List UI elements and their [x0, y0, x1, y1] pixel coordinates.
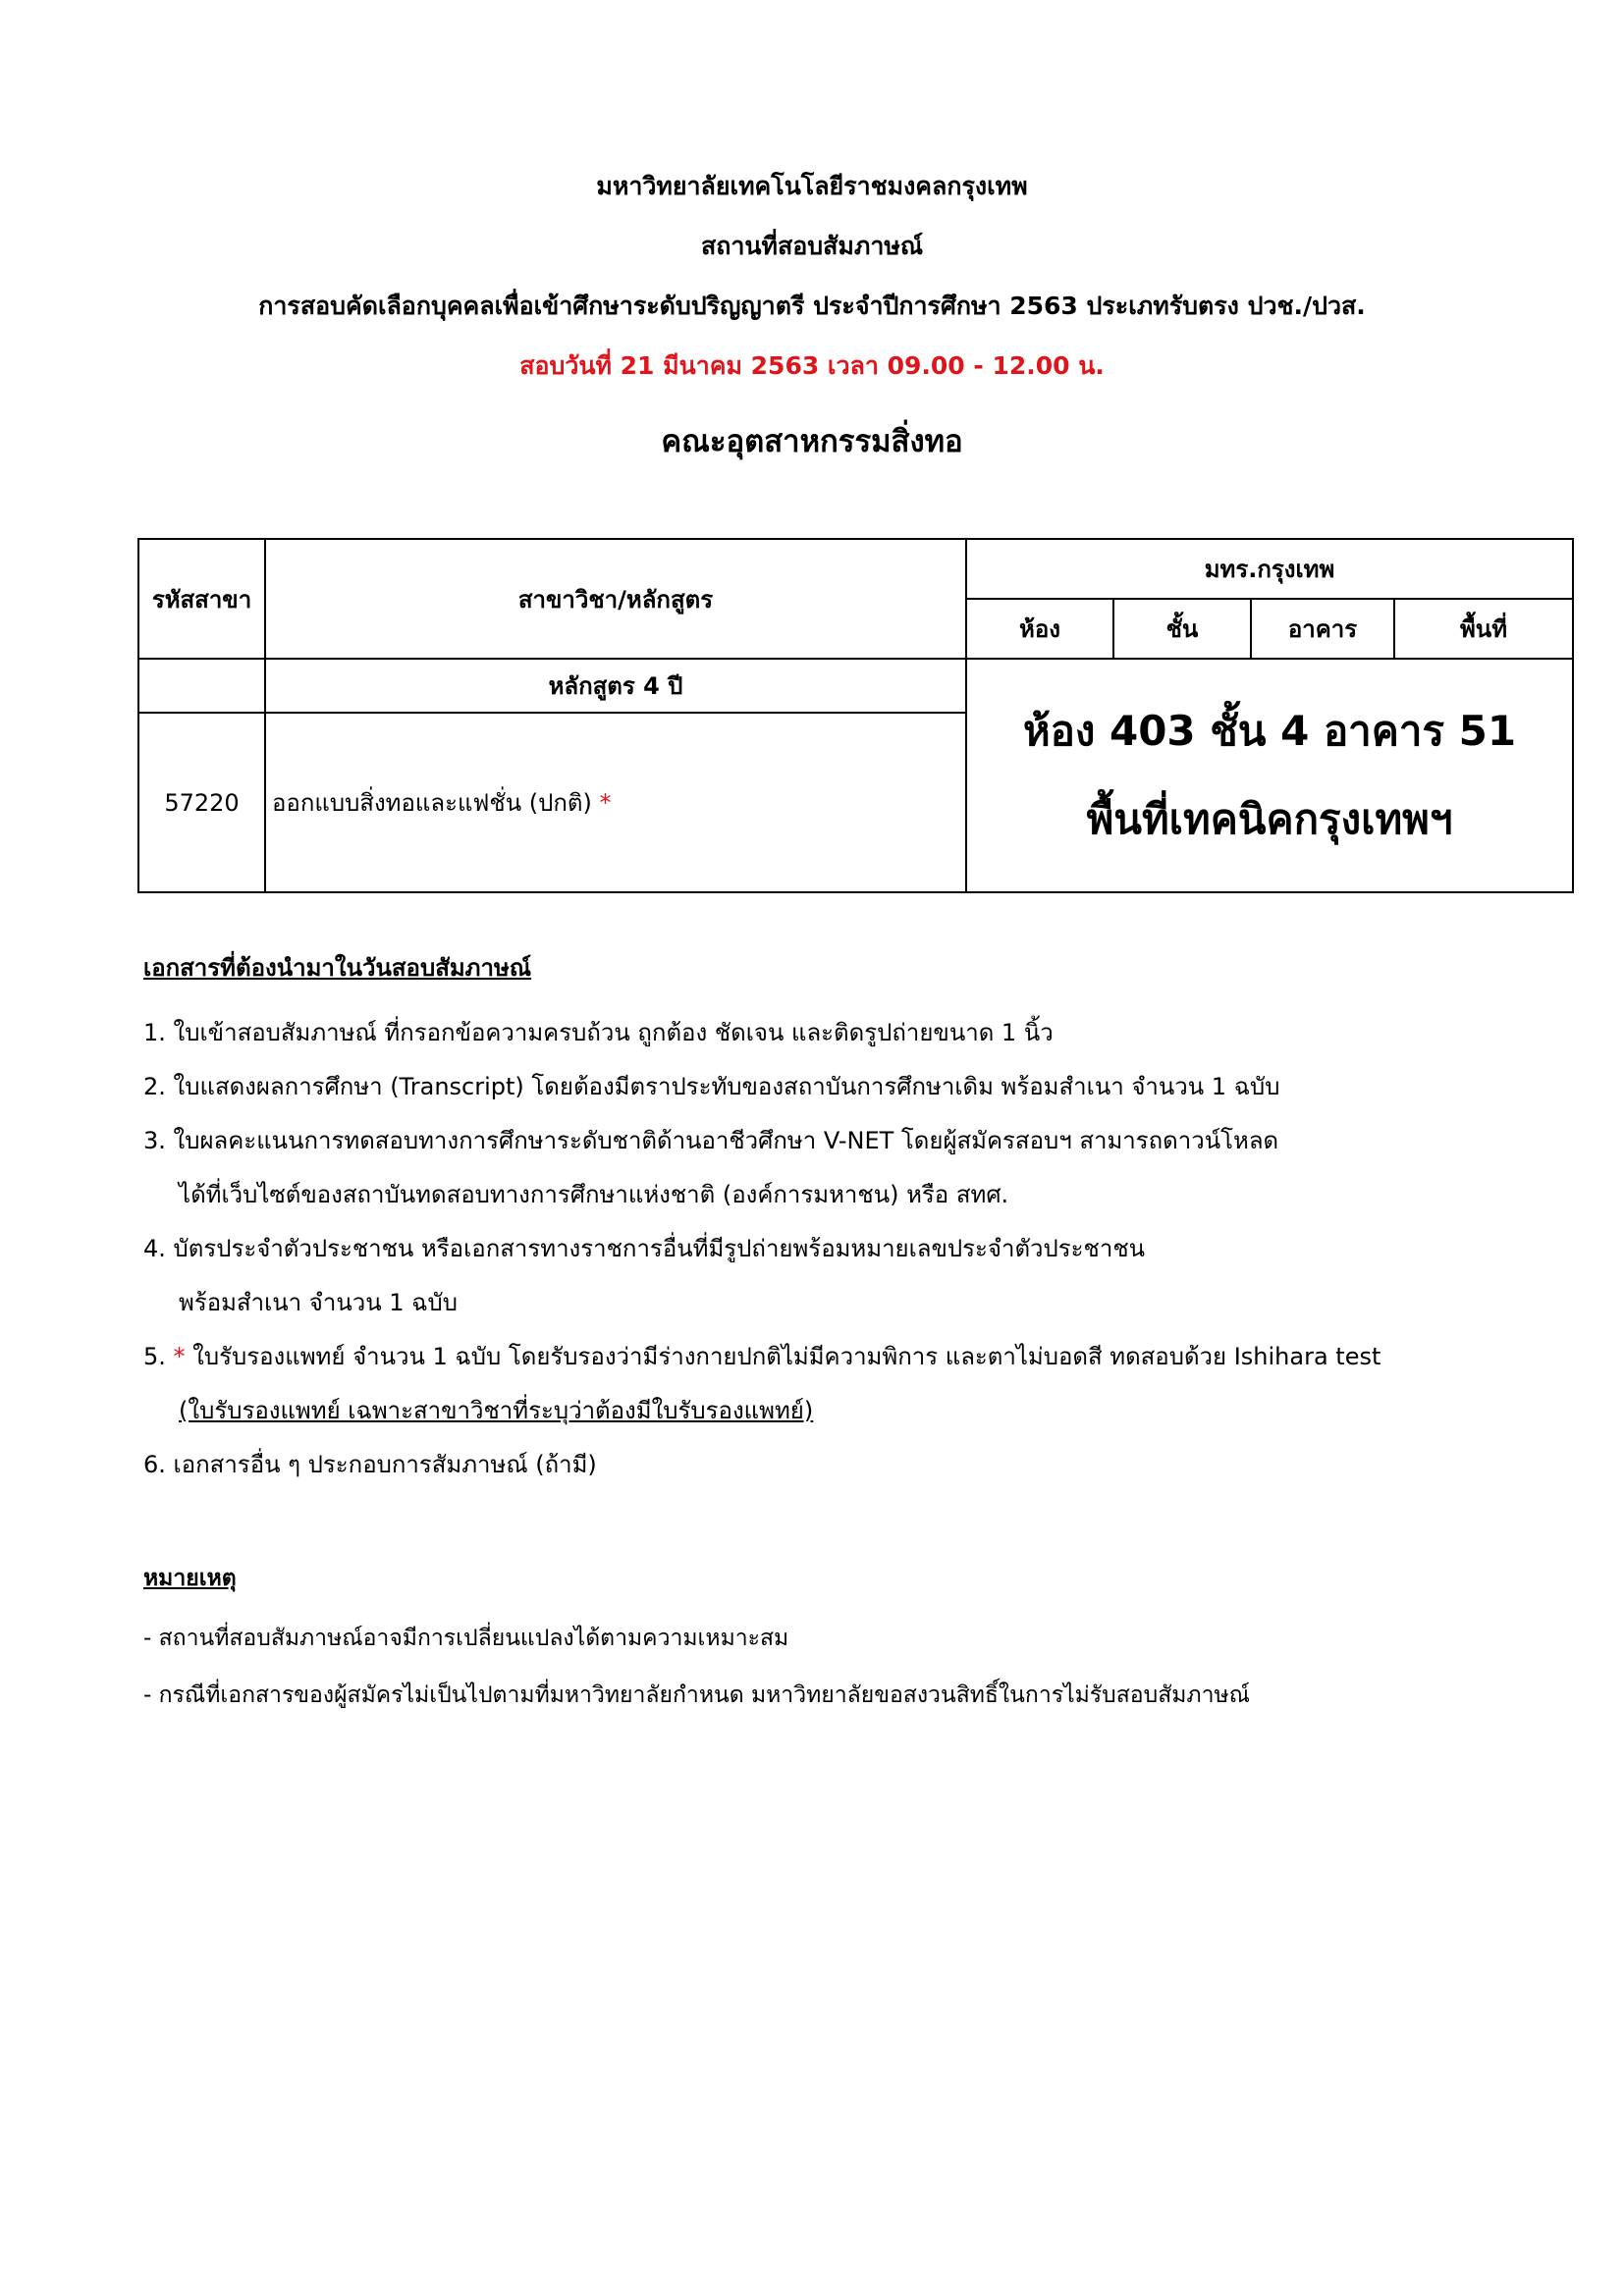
document-item: 6. เอกสารอื่น ๆ ประกอบการสัมภาษณ์ (ถ้ามี) — [143, 1451, 597, 1478]
exam-location-cell — [966, 659, 1573, 892]
program-name: ออกแบบสิ่งทอและแฟชั่น (ปกติ) — [272, 789, 600, 817]
course-group-label: หลักสูตร 4 ปี — [265, 659, 966, 713]
item-number: 5. — [143, 1343, 174, 1370]
group-code-cell — [138, 659, 265, 713]
document-subtitle: สถานที่สอบสัมภาษณ์ — [700, 232, 924, 260]
documents-list — [143, 1006, 1538, 1492]
program-name-cell — [265, 713, 966, 892]
item-text: ใบรับรองแพทย์ จำนวน 1 ฉบับ โดยรับรองว่ามีร่างกายปกติไม่มีความพิการ และตาไม่บอดสี ทดสอบด้วย Ishihara test — [185, 1343, 1381, 1370]
header-floor: ชั้น — [1113, 599, 1251, 659]
document-item-line: 3. ใบผลคะแนนการทดสอบทางการศึกษาระดับชาติด้านอาชีวศึกษา V-NET โดยผู้สมัครสอบฯ สามารถดาวน์โหลด — [143, 1127, 1279, 1154]
documents-title: เอกสารที่ต้องนำมาในวันสอบสัมภาษณ์ — [143, 954, 532, 982]
program-code: 57220 — [138, 713, 265, 892]
header-campus: มทร.กรุงเทพ — [966, 539, 1573, 599]
medical-cert-note: (ใบรับรองแพทย์ เฉพาะสาขาวิชาที่ระบุว่าต้องมีใบรับรองแพทย์) — [179, 1397, 814, 1424]
medical-cert-star: * — [173, 1343, 186, 1370]
location-room-line: ห้อง 403 ชั้น 4 อาคาร 51 — [1022, 707, 1517, 755]
location-area-line: พื้นที่เทคนิคกรุงเทพฯ — [1086, 795, 1453, 843]
document-item: 2. ใบแสดงผลการศึกษา (Transcript) โดยต้องมีตราประทับของสถาบันการศึกษาเดิม พร้อมสำเนา จำนวน 1 ฉบับ — [143, 1073, 1280, 1100]
header-code: รหัสสาขา — [138, 539, 265, 659]
header-area: พื้นที่ — [1394, 599, 1573, 659]
document-item-line: ได้ที่เว็บไซต์ของสถาบันทดสอบทางการศึกษาแห่งชาติ (องค์การมหาชน) หรือ สทศ. — [179, 1181, 1009, 1208]
document-item-line — [143, 1330, 1538, 1384]
medical-cert-star: * — [599, 789, 612, 817]
required-documents — [143, 948, 1538, 1492]
document-item-line: พร้อมสำเนา จำนวน 1 ฉบับ — [179, 1289, 458, 1316]
remarks — [143, 1561, 1538, 1724]
header-building: อาคาร — [1251, 599, 1394, 659]
document-item: 1. ใบเข้าสอบสัมภาษณ์ ที่กรอกข้อความครบถ้วน ถูกต้อง ชัดเจน และติดรูปถ่ายขนาด 1 นิ้ว — [143, 1019, 1054, 1046]
document-item — [143, 1330, 1538, 1438]
faculty-name: คณะอุตสาหกรรมสิ่งทอ — [661, 424, 963, 459]
university-name: มหาวิทยาลัยเทคโนโลยีราชมงคลกรุงเทพ — [596, 172, 1028, 200]
document-item — [143, 1114, 1538, 1222]
exam-title: การสอบคัดเลือกบุคคลเพื่อเข้าศึกษาระดับปริญญาตรี ประจำปีการศึกษา 2563 ประเภทรับตรง ปวช./ปวส. — [258, 292, 1366, 320]
remarks-title: หมายเหตุ — [143, 1566, 237, 1591]
document-item-line: 4. บัตรประจำตัวประชาชน หรือเอกสารทางราชการอื่นที่มีรูปถ่ายพร้อมหมายเลขประจำตัวประชาชน — [143, 1235, 1146, 1262]
document-item — [143, 1222, 1538, 1330]
header-room: ห้อง — [966, 599, 1113, 659]
exam-location-table — [137, 538, 1574, 893]
exam-date: สอบวันที่ 21 มีนาคม 2563 เวลา 09.00 - 12.00 น. — [519, 351, 1105, 380]
remark-item: - สถานที่สอบสัมภาษณ์อาจมีการเปลี่ยนแปลงได้ตามความเหมาะสม — [143, 1626, 789, 1651]
remark-item: - กรณีที่เอกสารของผู้สมัครไม่เป็นไปตามที่มหาวิทยาลัยกำหนด มหาวิทยาลัยขอสงวนสิทธิ์ในการไม่รับสอบสัมภาษณ์ — [143, 1682, 1250, 1708]
header-program: สาขาวิชา/หลักสูตร — [265, 539, 966, 659]
document-item-line — [143, 1384, 1538, 1438]
